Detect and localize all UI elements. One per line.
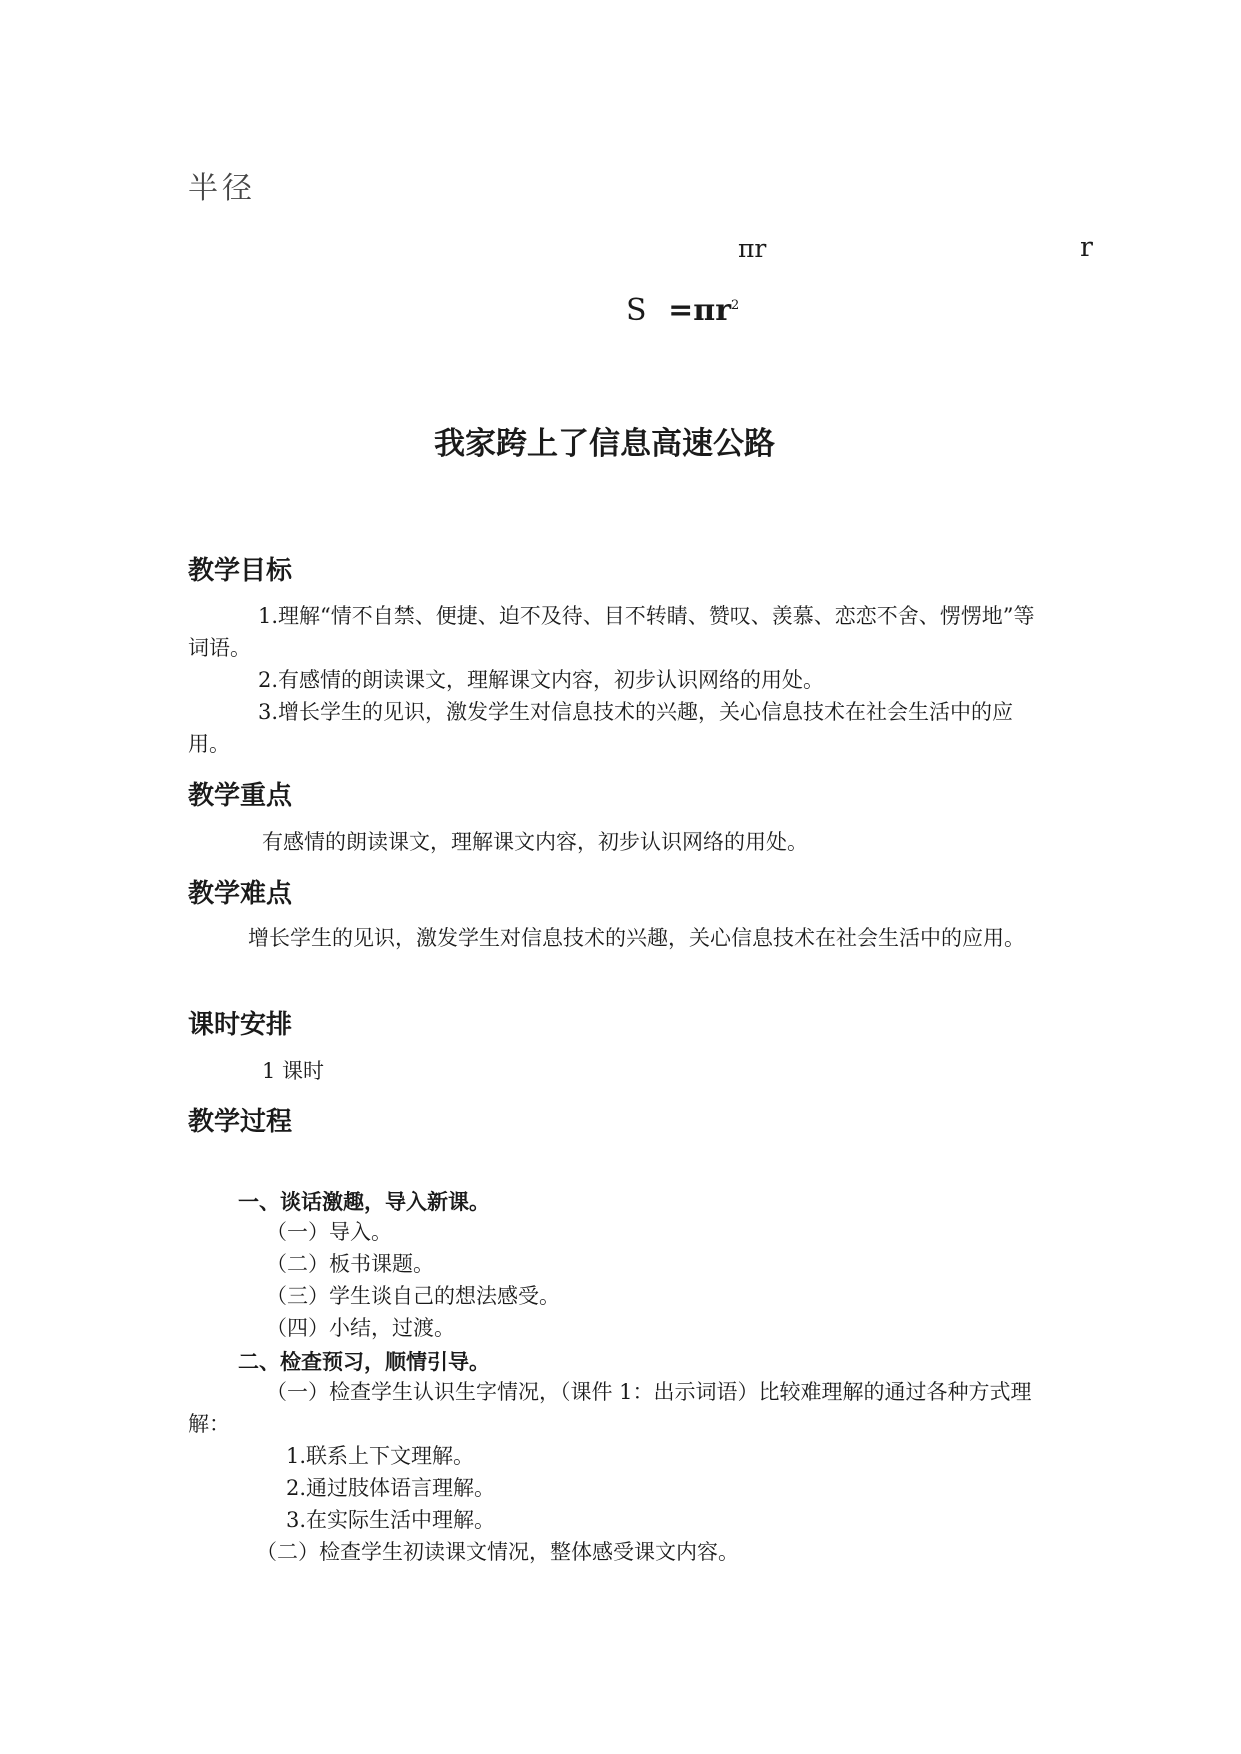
process-heading: 教学过程 [188,1107,293,1137]
key-points-text: 有感情的朗读课文，理解课文内容，初步认识网络的用处。 [262,830,808,854]
goal-item-2: 2.有感情的朗读课文，理解课文内容，初步认识网络的用处。 [258,668,825,692]
goals-heading: 教学目标 [188,556,293,586]
page-title: 我家跨上了信息高速公路 [434,426,775,462]
goal-item-3: 3.增长学生的见识，激发学生对信息技术的兴趣，关心信息技术在社会生活中的应用。 [188,700,1014,756]
process-part1-item: （三）学生谈自己的想法感受。 [266,1284,560,1308]
formula-lhs: S [626,293,647,328]
radius-label: 半径 [188,171,256,206]
schedule-text: 1 课时 [262,1059,325,1083]
difficulties-text: 增长学生的见识，激发学生对信息技术的兴趣，关心信息技术在社会生活中的应用。 [248,926,1025,950]
schedule-heading: 课时安排 [188,1010,293,1040]
process-part1-item: （一）导入。 [266,1220,392,1244]
key-points-heading: 教学重点 [188,781,293,811]
area-formula [626,293,739,328]
process-part1-item: （四）小结，过渡。 [266,1316,455,1340]
process-part2-title: 二、检查预习，顺情引导。 [238,1350,490,1374]
process-part1-title: 一、谈话激趣，导入新课。 [238,1190,490,1214]
formula-exponent: 2 [731,298,740,313]
process-part2-subitem: 3.在实际生活中理解。 [286,1508,496,1532]
process-part2-subitem: 2.通过肢体语言理解。 [286,1476,496,1500]
pi-r-label: πr [738,234,767,263]
r-label: r [1080,232,1093,263]
process-part2-item2: （二）检查学生初读课文情况，整体感受课文内容。 [256,1540,739,1564]
process-part2-subitem: 1.联系上下文理解。 [286,1444,475,1468]
formula-rhs: =πr [668,293,732,328]
goal-item-1: 1.理解“情不自禁、便捷、迫不及待、目不转睛、赞叹、羡慕、恋恋不舍、愣愣地”等词语。 [188,604,1035,660]
process-part1-item: （二）板书课题。 [266,1252,434,1276]
difficulties-heading: 教学难点 [188,879,293,909]
process-part2-item1: （一）检查学生认识生字情况，（课件 1：出示词语）比较难理解的通过各种方式理解： [188,1380,1032,1436]
